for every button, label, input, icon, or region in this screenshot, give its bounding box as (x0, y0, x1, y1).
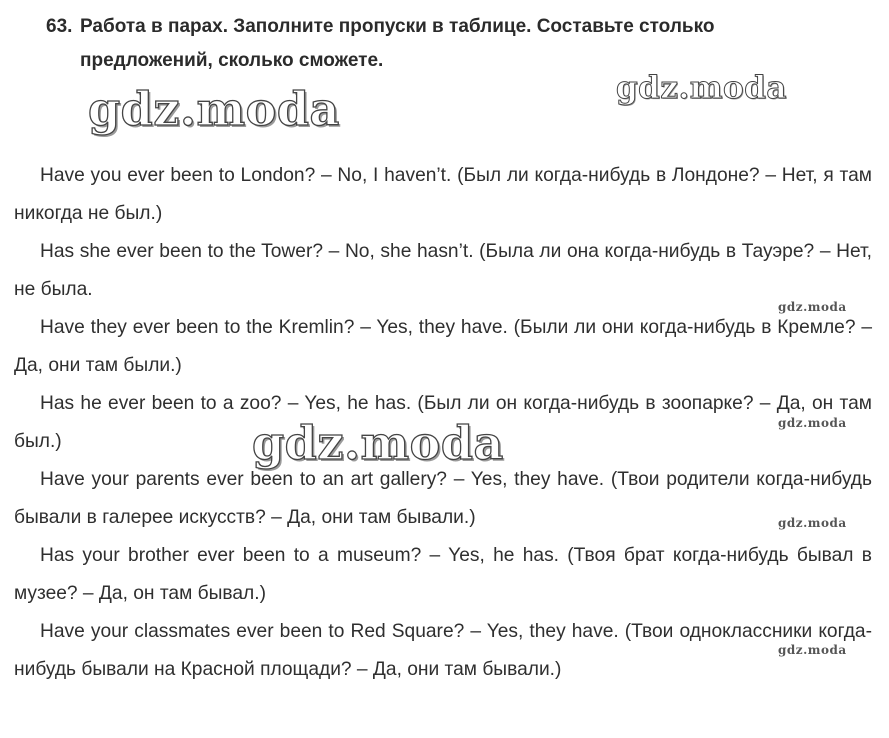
task-number: 63. (46, 16, 73, 37)
task-heading (46, 10, 846, 78)
answer-paragraph: Have your parents ever been to an art gallery? – Yes, they have. (Твои родители когда-нибудь бывали в галерее искусств? – Да, они там бывали.) (14, 469, 872, 528)
answer-paragraph: Has she ever been to the Tower? – No, she hasn’t. (Была ли она когда-нибудь в Тауэре? – Нет, не была. (14, 241, 872, 300)
watermark-logo: gdz.moda (252, 416, 504, 470)
watermark-logo: gdz.moda (778, 416, 847, 430)
answer-text (14, 157, 872, 689)
answer-paragraph: Have they ever been to the Kremlin? – Yes, they have. (Были ли они когда-нибудь в Кремле? – Да, они там были.) (14, 317, 872, 376)
answer-paragraph: Has your brother ever been to a museum? – Yes, he has. (Твоя брат когда-нибудь бывал в музее? – Да, он там бывал.) (14, 545, 872, 604)
task-instruction-line-1: Работа в парах. Заполните пропуски в таблице. Составьте столько (80, 16, 715, 37)
watermark-logo: gdz.moda (778, 300, 847, 314)
answer-paragraph: Have you ever been to London? – No, I haven’t. (Был ли когда-нибудь в Лондоне? – Нет, я там никогда не был.) (14, 165, 872, 224)
task-instruction-line-2: предложений, сколько сможете. (80, 50, 384, 71)
answer-paragraph: Has he ever been to a zoo? – Yes, he has. (Был ли он когда-нибудь в зоопарке? – Да, он там был.) (14, 393, 872, 452)
answer-paragraph: Have your classmates ever been to Red Square? – Yes, they have. (Твои одноклассники когда-нибудь бывали на Красной площади? – Да, они там бывали.) (14, 621, 872, 680)
task-line-1 (46, 10, 846, 44)
watermark-logo: gdz.moda (778, 516, 847, 530)
watermark-logo: gdz.moda (88, 82, 340, 136)
watermark-logo: gdz.moda (778, 643, 847, 657)
watermark-logo: gdz.moda (616, 70, 787, 106)
